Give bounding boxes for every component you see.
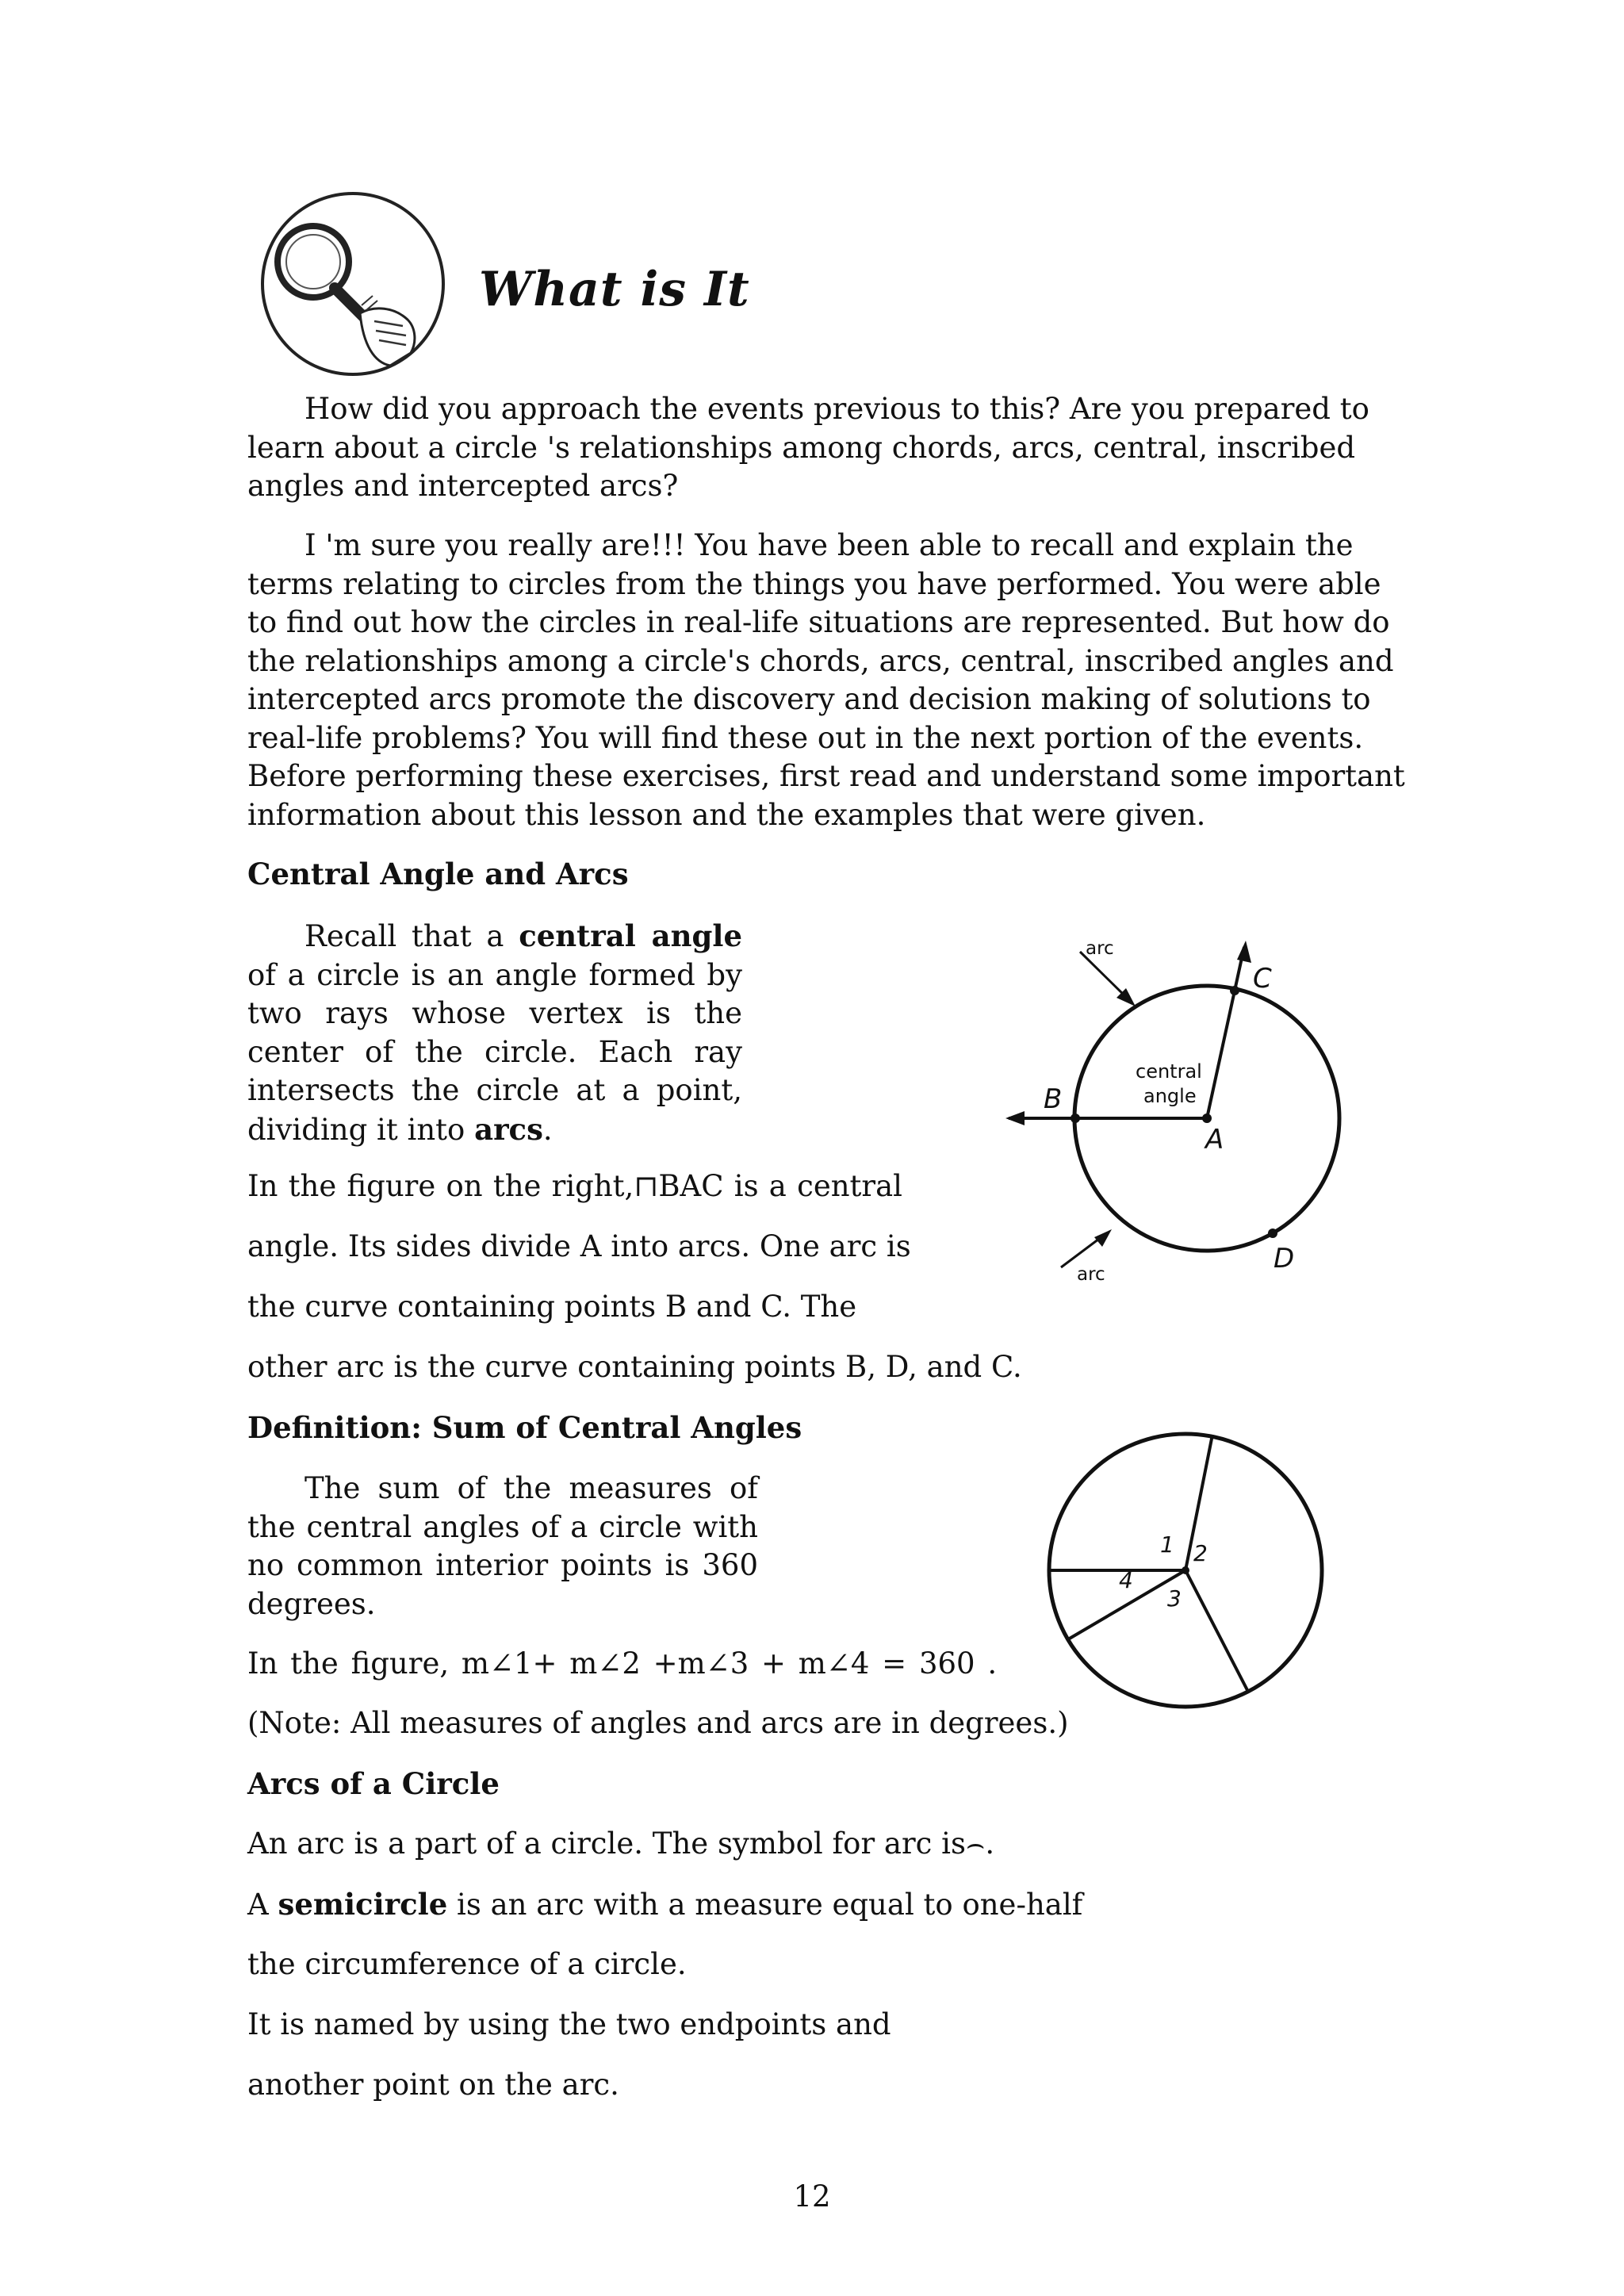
definition-line: center of the circle. Each ray [247, 1034, 742, 1069]
label-angle-1: 1 [1160, 1531, 1174, 1558]
semicircle-naming-line: another point on the arc. [247, 2068, 619, 2102]
point-c [1230, 986, 1239, 995]
arrowhead-b [1005, 1111, 1025, 1125]
definition-line: The sum of the measures of [304, 1471, 758, 1505]
page-title: What is It [479, 262, 750, 317]
figure-description-line: In the figure on the right,⊓BAC is a central [247, 1169, 902, 1203]
definition-line: of a circle is an angle formed by [247, 957, 742, 992]
label-angle: angle [1143, 1085, 1197, 1107]
label-point-d: D [1274, 1243, 1295, 1274]
figure-description-line: angle. Its sides divide A into arcs. One arc is [247, 1229, 911, 1263]
figure-description-line: other arc is the curve containing points B, D, and C. [247, 1350, 1022, 1384]
central-angle-figure [991, 928, 1356, 1301]
arc-definition-line: An arc is a part of a circle. The symbol for arc is⌢. [247, 1826, 995, 1861]
intro-p1-line: angles and intercepted arcs? [247, 469, 679, 503]
sum-angles-figure [1035, 1420, 1336, 1721]
label-angle-3: 3 [1167, 1585, 1182, 1612]
magnifying-glass-hand-icon [255, 186, 450, 381]
intro-paragraph-2 [247, 527, 1405, 834]
definition-line: Recall that a central angle [304, 918, 742, 953]
semicircle-definition-line: the circumference of a circle. [247, 1947, 687, 1981]
central-angle-definition [247, 917, 742, 1149]
definition-line: dividing it into arcs. [247, 1111, 553, 1147]
label-arc-top: arc [1086, 938, 1114, 959]
page-number: 12 [793, 2179, 831, 2214]
point-d [1268, 1228, 1277, 1238]
intro-p1-line: learn about a circle 's relationships among chords, arcs, central, inscribed [247, 430, 1356, 465]
point-a [1202, 1114, 1212, 1123]
semicircle-definition-line: A semicircle is an arc with a measure equal to one-half [247, 1887, 1083, 1922]
sum-definition [247, 1470, 758, 1623]
definition-line: degrees. [247, 1586, 376, 1621]
definition-line: intersects the circle at a point, [247, 1073, 742, 1107]
arrowhead-c [1237, 941, 1251, 963]
sum-equation: In the figure, m∠1+ m∠2 +m∠3 + m∠4 = 360 . [247, 1646, 998, 1681]
section-heading-sum-central-angles: Definition: Sum of Central Angles [247, 1410, 802, 1445]
arc-symbol-icon: ⌢ [965, 1826, 986, 1861]
section-heading-central-angle: Central Angle and Arcs [247, 857, 629, 891]
section-heading-arcs: Arcs of a Circle [247, 1766, 500, 1801]
intro-p2-line: the relationships among a circle's chords, arcs, central, inscribed angles and [247, 643, 1394, 678]
intro-p2-line: to find out how the circles in real-life situations are represented. But how do [247, 605, 1390, 639]
note-text: (Note: All measures of angles and arcs are in degrees.) [247, 1706, 1069, 1740]
point-b [1071, 1114, 1080, 1123]
center-point [1182, 1566, 1189, 1574]
label-central: central [1136, 1060, 1202, 1083]
intro-paragraph-1 [247, 390, 1389, 506]
semicircle-naming-line: It is named by using the two endpoints and [247, 2007, 891, 2041]
label-point-c: C [1253, 963, 1272, 995]
intro-p2-line: real-life problems? You will find these out in the next portion of the events. [247, 720, 1364, 755]
label-point-a: A [1205, 1124, 1224, 1156]
label-point-b: B [1044, 1083, 1063, 1115]
figure-description-line: the curve containing points B and C. The [247, 1290, 857, 1324]
definition-line: two rays whose vertex is the [247, 996, 742, 1030]
label-angle-2: 2 [1193, 1540, 1208, 1566]
intro-p1-line: How did you approach the events previous to this? Are you prepared to [304, 392, 1369, 426]
definition-line: the central angles of a circle with [247, 1509, 758, 1544]
intro-p2-line: I 'm sure you really are!!! You have been able to recall and explain the [304, 528, 1354, 562]
ray-ac [1207, 947, 1244, 1118]
intro-p2-line: intercepted arcs promote the discovery and decision making of solutions to [247, 682, 1371, 716]
label-angle-4: 4 [1119, 1567, 1133, 1593]
definition-line: no common interior points is 360 [247, 1548, 758, 1582]
intro-p2-line: Before performing these exercises, first read and understand some important [247, 759, 1405, 793]
radius-4 [1185, 1570, 1248, 1692]
intro-p2-line: terms relating to circles from the things you have performed. You were able [247, 566, 1381, 601]
label-arc-bottom: arc [1077, 1264, 1105, 1285]
intro-p2-line: information about this lesson and the examples that were given. [247, 797, 1206, 832]
